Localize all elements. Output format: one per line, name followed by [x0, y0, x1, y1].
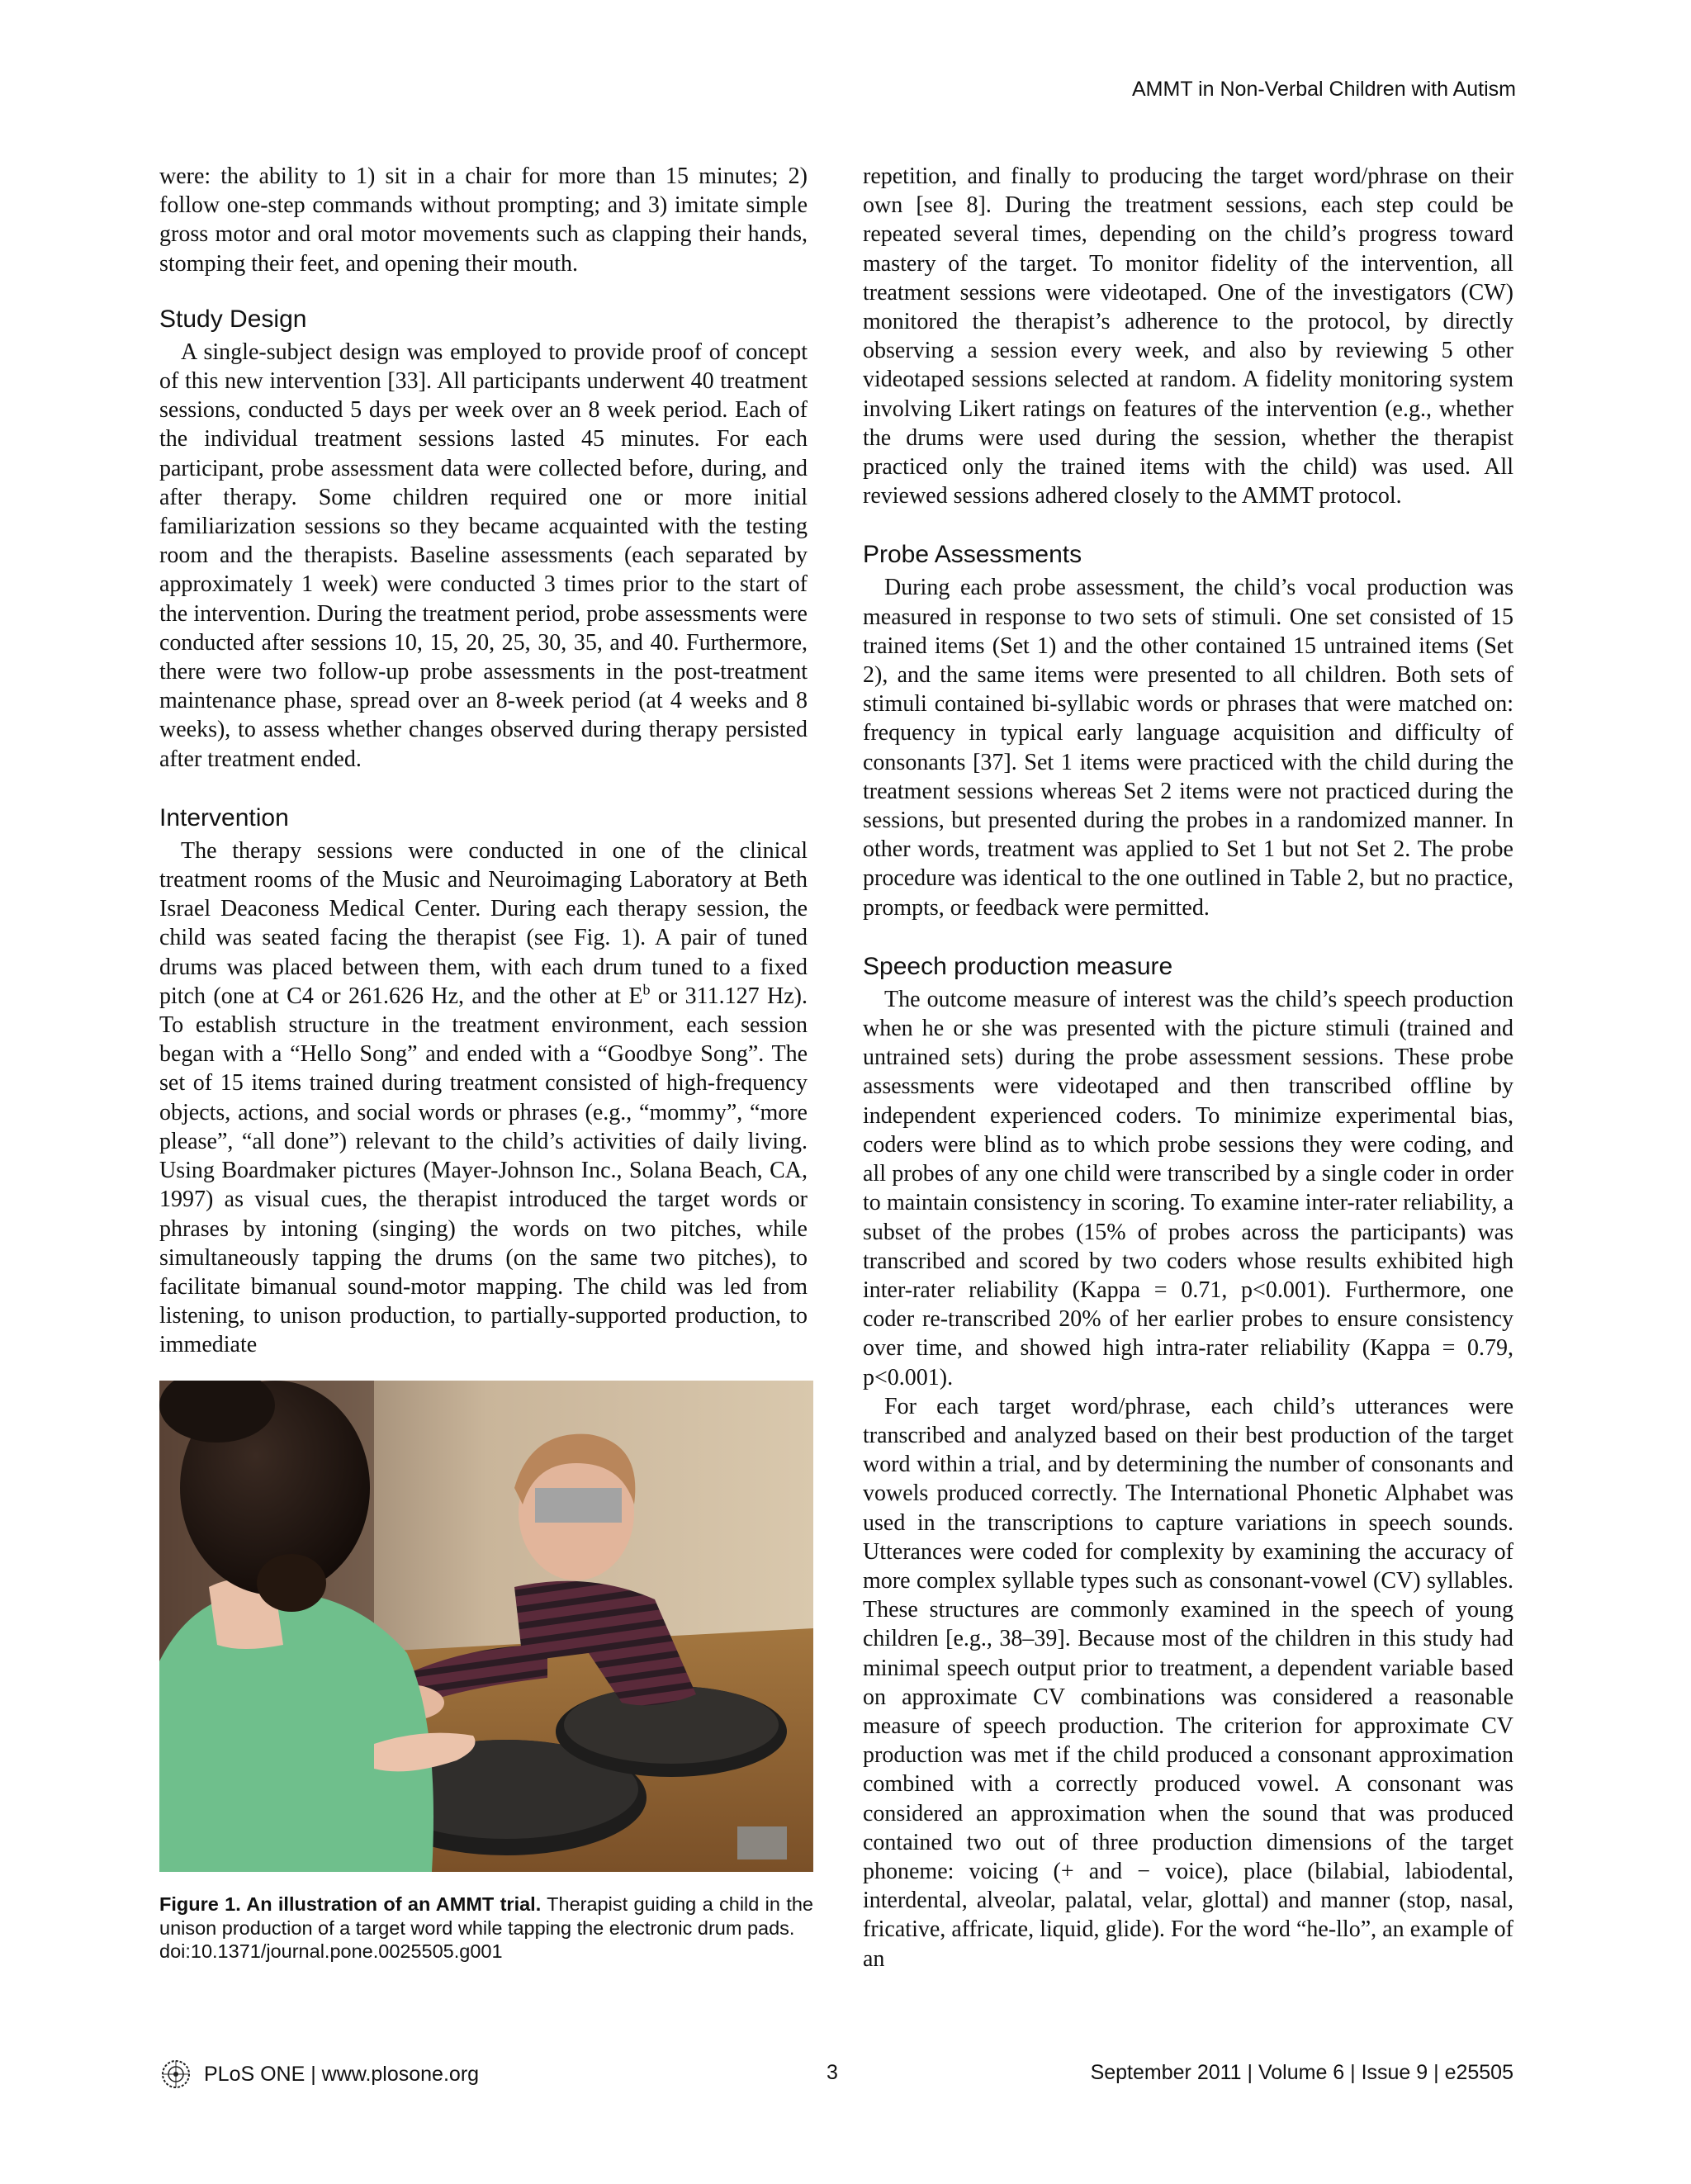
e-flat-superscript: b [642, 981, 651, 998]
eye-censor-bar [535, 1488, 622, 1523]
intro-paragraph: were: the ability to 1) sit in a chair for more than 15 minutes; 2) follow one-step commands without prompting; and 3) imitate simple gross motor and oral motor movements such as clapping their hands, stomping their feet, and opening their mouth. [159, 163, 808, 277]
study-design-heading: Study Design [159, 305, 307, 333]
figure-doi: doi:10.1371/journal.pone.0025505.g001 [159, 1940, 503, 1962]
probe-assessments-text: During each probe assessment, the child’s vocal production was measured in response to two sets of stimuli. One set consisted of 15 trained items (Set 1) and the other contained 15 untrained items (Set 2), and the same items were presented to all children. Both sets of stimuli contained bi-syllabic words or phrases that were matched on: frequency in typical early language acquisition and difficulty of consonants [37]. Set 1 items were practiced with the child during the treatment sessions whereas Set 2 items were not practiced during the sessions, but presented during the probes in a randomized manner. In other words, treatment was applied to Set 1 but not Set 2. The probe procedure was identical to the one outlined in Table 2, but no practice, prompts, or feedback were permitted. [863, 575, 1513, 921]
footer-journal [159, 2058, 479, 2091]
plos-logo-icon [159, 2058, 192, 2091]
intervention-continuation: repetition, and finally to producing the target word/phrase on their own [see 8]. During the treatment sessions, each step could be repeated several times, depending on the child’s progress toward mastery of the target. To monitor fidelity of the intervention, all treatment sessions were videotaped. One of the investigators (CW) monitored the therapist’s adherence to the protocol, by directly observing a session every week, and also by reviewing 5 other videotaped sessions selected at random. A fidelity monitoring system involving Likert ratings on features of the intervention (e.g., whether the drums were used during the session, whether the therapist practiced only the trained items with the child) was used. All reviewed sessions adhered closely to the AMMT protocol. [863, 163, 1513, 509]
page-number: 3 [827, 2061, 838, 2084]
speech-measure-text-2: For each target word/phrase, each child’s utterances were transcribed and analyzed based on their best production of the target word within a trial, and by determining the number of consonants and vowels produced correctly. The International Phonetic Alphabet was used in the transcriptions to capture variations in speech sounds. Utterances were coded for complexity by examining the accuracy of more complex syllable types such as consonant-vowel (CV) syllables. These structures are commonly examined in the speech of young children [e.g., 38–39]. Because most of the children in this study had minimal speech output prior to treatment, a dependent variable based on approximate CV combinations was considered a reasonable measure of speech production. The criterion for approximate CV production was met if the child produced a consonant approximation combined with a correctly produced vowel. A consonant was considered an approximation when the sound that was produced contained two out of three production dimensions of the target phoneme: voicing (+ and − voice), place (bilabial, labiodental, interdental, alveolar, palatal, velar, glottal) and manner (stop, nasal, fricative, affricate, liquid, glide). For the word “he-llo”, an example of an [863, 1393, 1513, 1972]
journal-name: PLoS ONE | www.plosone.org [204, 2062, 480, 2086]
caption-text: Therapist guiding a child in the unison production of a target word while tapping the electronic drum pads. [159, 1893, 813, 1939]
caption-title: Figure 1. An illustration of an AMMT trial. [159, 1893, 542, 1915]
intervention-heading: Intervention [159, 803, 289, 831]
speech-measure-text-1: The outcome measure of interest was the child’s speech production when he or she was presented with the picture stimuli (trained and untrained sets) during the probe assessment sessions. These probe assessments were videotaped and then transcribed offline by independent experienced coders. To minimize experimental bias, coders were blind as to which probe sessions they were coding, and all probes of any one child were transcribed by a single coder in order to maintain consistency in scoring. To examine inter-rater reliability, a subset of the probes (15% of probes across the participants) was transcribed and scored by two coders whose results exhibited high inter-rater reliability (Kappa = 0.71, p<0.001). Furthermore, one coder re-transcribed 20% of her earlier probes to ensure consistency over time, and showed high intra-rater reliability (Kappa = 0.79, p<0.001). [863, 986, 1513, 1390]
running-title: AMMT in Non-Verbal Children with Autism [1132, 78, 1516, 101]
issue-info: September 2011 | Volume 6 | Issue 9 | e25505 [1090, 2061, 1513, 2084]
figure-1-photo [159, 1381, 813, 1872]
probe-assessments-heading: Probe Assessments [863, 541, 1082, 569]
speech-measure-heading: Speech production measure [863, 952, 1173, 980]
intervention-text [159, 836, 808, 1360]
left-column [159, 162, 808, 1360]
study-design-text: A single-subject design was employed to provide proof of concept of this new intervention [33]. All participants underwent 40 treatment sessions, conducted 5 days per week over an 8 week period. Each of the individual treatment sessions lasted 45 minutes. For each participant, probe assessment data were collected before, during, and after therapy. Some children required one or more initial familiarization sessions so they became acquainted with the testing room and the therapists. Baseline assessments (each separated by approximately 1 week) were conducted 3 times prior to the start of the intervention. During the treatment period, probe assessments were conducted after sessions 10, 15, 20, 25, 30, 35, and 40. Furthermore, there were two follow-up probe assessments in the post-treatment maintenance phase, spread over an 8-week period (at 4 weeks and 8 weeks), to assess whether changes observed during therapy persisted after treatment ended. [159, 339, 808, 772]
figure-1-caption [159, 1893, 813, 1964]
intervention-text-b: or 311.127 Hz). To establish structure in the treatment environment, each session began with a “Hello Song” and ended with a “Goodbye Song”. The set of 15 items trained during treatment consisted of high-frequency objects, actions, and social words or phrases (e.g., “mommy”, “more please”, “all done”) relevant to the child’s activities of daily living. Using Boardmaker pictures (Mayer-Johnson Inc., Solana Beach, CA, 1997) as visual cues, the therapist introduced the target words or phrases by intoning (singing) the words on two pitches, while simultaneously tapping the drums (on the same two pitches), to facilitate bimanual sound-motor mapping. The child was led from listening, to unison production, to partially-supported production, to immediate [159, 983, 808, 1358]
page-footer [159, 2058, 1513, 2091]
right-column [863, 162, 1513, 1973]
intervention-text-a: The therapy sessions were conducted in one of the clinical treatment rooms of the Music and Neuroimaging Laboratory at Beth Israel Deaconess Medical Center. During each therapy session, the child was seated facing the therapist (see Fig. 1). A pair of tuned drums was placed between them, with each drum tuned to a fixed pitch (one at C4 or 261.626 Hz, and the other at E [159, 837, 808, 1009]
